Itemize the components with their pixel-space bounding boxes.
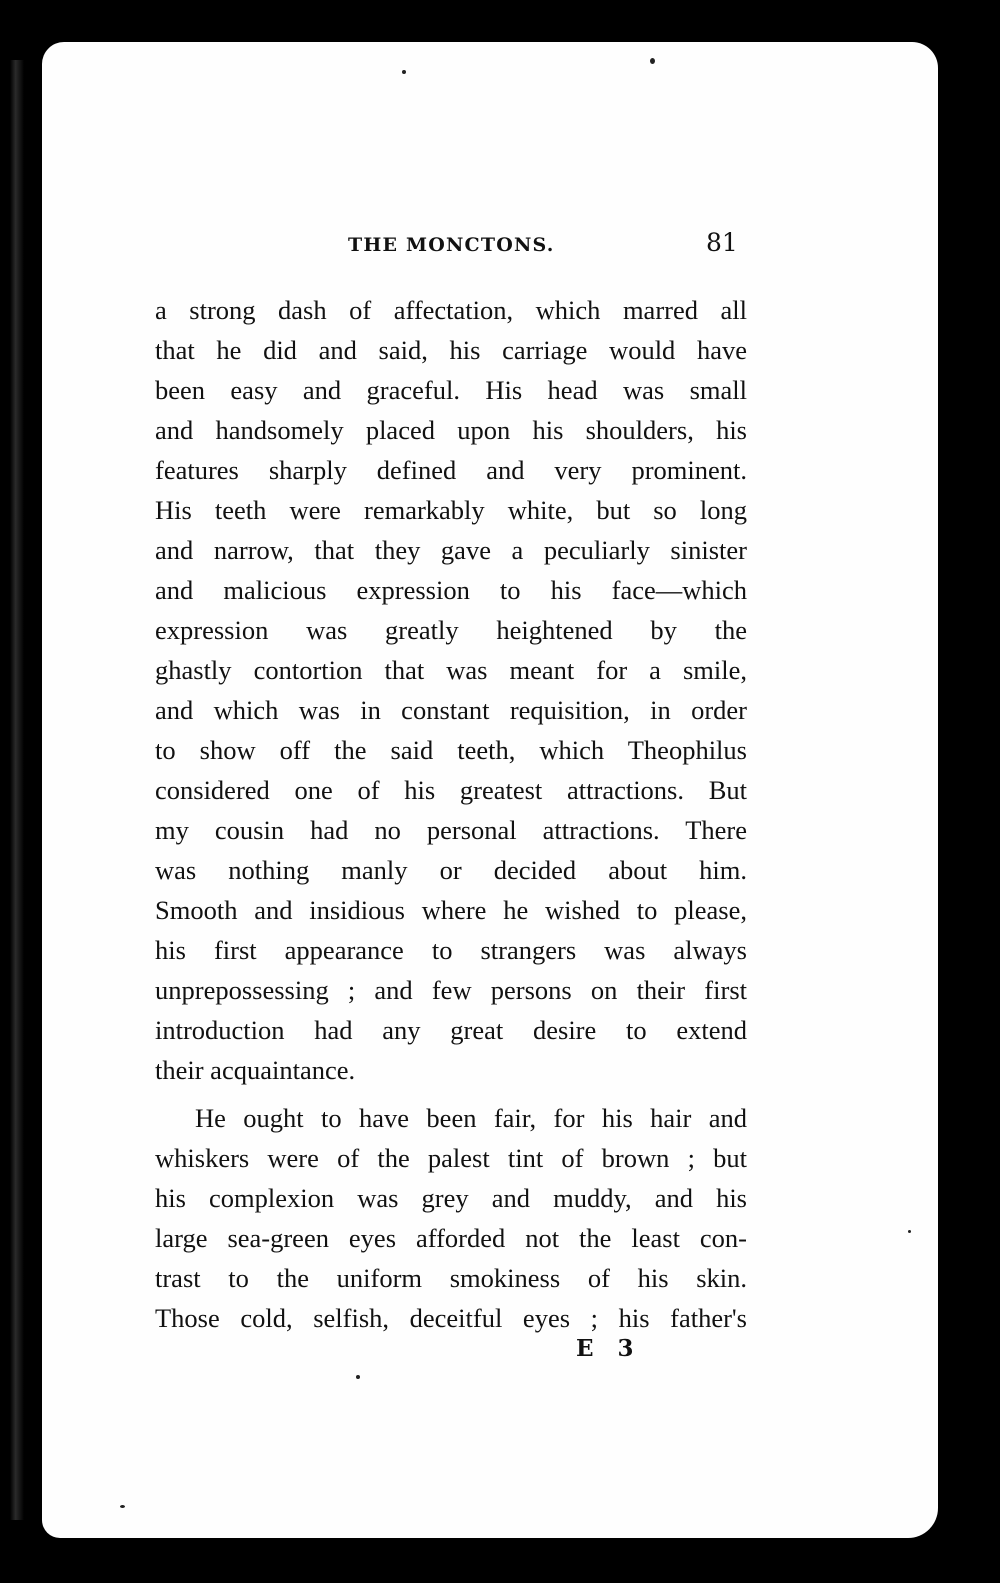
text-line: and malicious expression to his face—which bbox=[155, 575, 747, 605]
printer-signature-mark: E 3 bbox=[576, 1335, 642, 1362]
text-line: their acquaintance. bbox=[155, 1055, 356, 1085]
text-line: trast to the uniform smokiness of his skin. bbox=[155, 1263, 747, 1293]
text-line: Those cold, selfish, deceitful eyes ; his father's bbox=[155, 1303, 747, 1333]
text-line: introduction had any great desire to extend bbox=[155, 1015, 747, 1045]
running-header: THE MONCTONS. bbox=[348, 234, 555, 256]
text-line: and which was in constant requisition, in order bbox=[155, 695, 747, 725]
scan-speck bbox=[908, 1230, 911, 1233]
text-line: and handsomely placed upon his shoulders, his bbox=[155, 415, 747, 445]
text-line: features sharply defined and very prominent. bbox=[155, 455, 747, 485]
text-line: He ought to have been fair, for his hair and bbox=[195, 1103, 747, 1133]
text-line: ghastly contortion that was meant for a smile, bbox=[155, 655, 747, 685]
body-text bbox=[155, 290, 747, 1338]
text-line: to show off the said teeth, which Theophilus bbox=[155, 735, 747, 765]
text-line: His teeth were remarkably white, but so long bbox=[155, 495, 747, 525]
scan-speck bbox=[356, 1375, 360, 1379]
text-line: my cousin had no personal attractions. There bbox=[155, 815, 747, 845]
text-line: unprepossessing ; and few persons on their first bbox=[155, 975, 747, 1005]
book-spine-edge bbox=[10, 60, 24, 1520]
text-line: his complexion was grey and muddy, and his bbox=[155, 1183, 747, 1213]
scan-speck bbox=[120, 1505, 125, 1508]
text-line: large sea-green eyes afforded not the least con- bbox=[155, 1223, 747, 1253]
scan-speck bbox=[650, 58, 655, 64]
text-line: his first appearance to strangers was always bbox=[155, 935, 747, 965]
text-line: whiskers were of the palest tint of brown ; but bbox=[155, 1143, 747, 1173]
text-line: Smooth and insidious where he wished to please, bbox=[155, 895, 747, 925]
text-line: a strong dash of affectation, which marred all bbox=[155, 295, 747, 325]
page-number: 81 bbox=[706, 228, 738, 257]
text-line: expression was greatly heightened by the bbox=[155, 615, 747, 645]
text-line: that he did and said, his carriage would have bbox=[155, 335, 747, 365]
text-line: been easy and graceful. His head was small bbox=[155, 375, 747, 405]
scan-speck bbox=[402, 70, 406, 74]
text-line: was nothing manly or decided about him. bbox=[155, 855, 747, 885]
text-line: and narrow, that they gave a peculiarly sinister bbox=[155, 535, 747, 565]
text-line: considered one of his greatest attractions. But bbox=[155, 775, 747, 805]
